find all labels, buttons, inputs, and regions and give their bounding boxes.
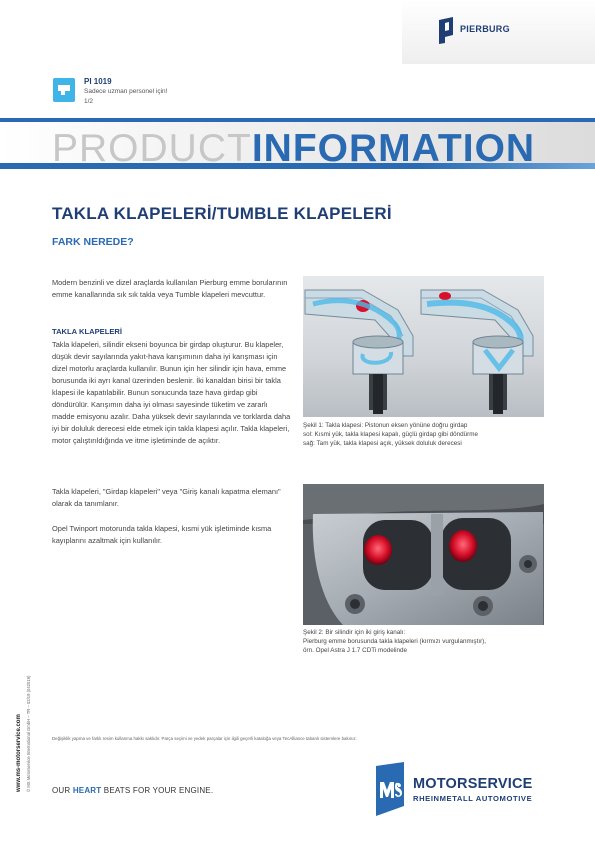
motorservice-brand: MOTORSERVICE bbox=[413, 776, 533, 792]
slogan bbox=[52, 786, 213, 795]
page-subtitle: FARK NEREDE? bbox=[52, 236, 134, 248]
pi-code: PI 1019 bbox=[84, 77, 112, 86]
figure-intake-ports bbox=[303, 484, 544, 625]
girdap-paragraph: Takla klapeleri, "Girdap klapeleri" veya "Giriş kanalı kapatma elemanı" olarak da tanımlanır. bbox=[52, 487, 281, 508]
intro-paragraph: Modern benzinli ve dizel araçlarda kullanılan Pierburg emme borularının emme kanallarında sık sık takla veya Tumble klapeleri mevcuttur. bbox=[52, 278, 288, 299]
staff-note: Sadece uzman personel için! bbox=[84, 88, 168, 95]
copyright-note: © MS Motorservice International GmbH – TR – 02/19 (042019) bbox=[26, 675, 31, 792]
slogan-heart: HEART bbox=[72, 786, 102, 795]
takla-paragraph: Takla klapeleri, silindir ekseni boyunca bir girdap oluşturur. Bu klapeler, düşük devir sayılarında yakıt-hava karışımının daha iyi karışması için dizel motorlu araçlarda kullanılır. Bunun için her silindir için hava, emme borusunda iki ayrı kanal üzerinden beslenir. İki kanaldan birisi bir takla klapesi ile kapatılabilir. Bunun sonucunda taze hava girdap gibi döndürülür. Karışımın daha iyi olması sayesinde tüketim ve zararlı madde emisyonu azalır. Daha yüksek devir sayılarında ve torklarda daha iyi bir doluluk derecesi elde etmek için takla klapesi açılır. Takla klapeleri, motor çalıştırıldığında ve itme işletiminde de açıktır. bbox=[52, 340, 291, 445]
band-title-light: PRODUCT bbox=[52, 127, 252, 170]
slogan-suffix: BEATS FOR YOUR ENGINE. bbox=[101, 786, 214, 795]
pierburg-brand: PIERBURG bbox=[460, 24, 510, 34]
website-link[interactable]: www.ms-motorservice.com bbox=[16, 714, 22, 792]
expert-icon bbox=[53, 78, 75, 102]
page-number: 1/2 bbox=[84, 98, 94, 105]
opel-paragraph: Opel Twinport motorunda takla klapesi, kısmi yük işletiminde kısma kayıplarını azaltmak için kullanılır. bbox=[52, 524, 272, 545]
product-information-heading bbox=[52, 127, 535, 171]
figure-2-caption: Şekil 2: Bir silindir için iki giriş kanalı: Pierburg emme borusunda takla klapeleri (kırmızı vurgulanmıştır), örn. Opel Astra J 1.7 CDTi modelinde bbox=[303, 629, 487, 654]
page-title: TAKLA KLAPELERİ/TUMBLE KLAPELERİ bbox=[52, 204, 392, 223]
rheinmetall-subtitle: RHEINMETALL AUTOMOTIVE bbox=[413, 794, 533, 803]
disclaimer: Değişiklik yapma ve farklı resim kullanma hakkı saklıdır. Parça seçimi ve yedek parçalar için ilgili geçerli kataloğa veya TecAlliance tabanlı sistemlere bakınız. bbox=[52, 736, 357, 741]
slogan-prefix: OUR bbox=[52, 786, 73, 795]
band-title-bold: INFORMATION bbox=[251, 127, 536, 170]
pierburg-logo-icon bbox=[437, 16, 455, 44]
motorservice-logo-icon bbox=[370, 762, 406, 816]
figure-tumble-flap bbox=[303, 276, 544, 417]
figure-1-caption: Şekil 1: Takla klapesi: Pistonun eksen yönüne doğru girdap sol: Kısmi yük, takla klapesi kapalı, güçlü girdap gibi döndürme sağ: Tam yük, takla klapesi açık, yüksek doluluk derecesi bbox=[303, 422, 479, 447]
section-heading: TAKLA KLAPELERİ bbox=[52, 327, 123, 336]
left-cylinder-illustration bbox=[305, 290, 413, 414]
right-cylinder-illustration bbox=[421, 290, 533, 414]
